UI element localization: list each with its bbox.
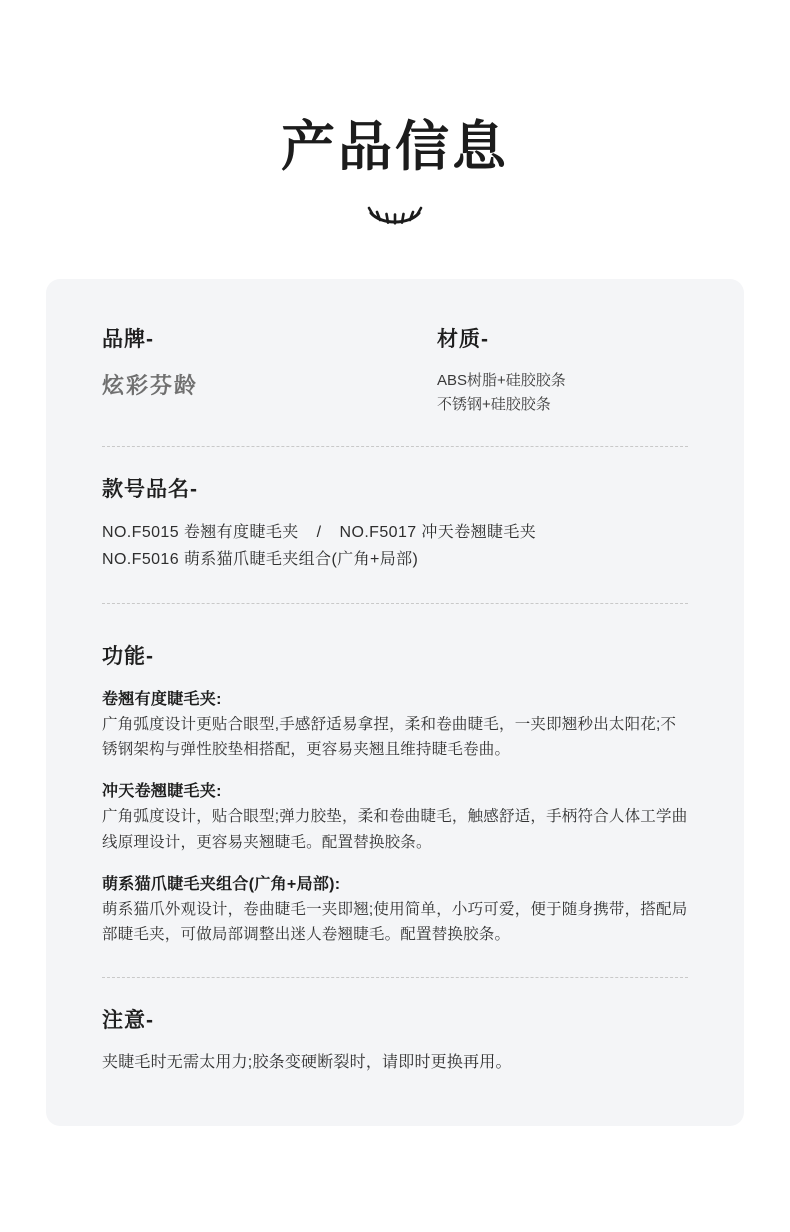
feature-item bbox=[102, 778, 688, 854]
notice-field bbox=[102, 1004, 688, 1076]
brand-field bbox=[102, 323, 437, 400]
feature-name: 卷翘有度睫毛夹: bbox=[102, 691, 222, 709]
feature-description: 广角弧度设计，贴合眼型;弹力胶垫，柔和卷曲睫毛，触感舒适，手柄符合人体工学曲线原理设计，更容易夹翘睫毛。配置替换胶条。 bbox=[102, 808, 688, 851]
page-header bbox=[0, 0, 790, 233]
material-label: 材质- bbox=[437, 328, 489, 352]
notice-text: 夹睫毛时无需太用力;胶条变硬断裂时，请即时更换再用。 bbox=[102, 1053, 512, 1071]
feature-item bbox=[102, 871, 688, 947]
function-label: 功能- bbox=[102, 645, 154, 669]
model-f5017: NO.F5017 冲天卷翘睫毛夹 bbox=[339, 523, 537, 541]
notice-label: 注意- bbox=[102, 1008, 154, 1032]
spacer bbox=[102, 630, 688, 640]
models-line-2: NO.F5016 萌系猫爪睫毛夹组合(广角+局部) bbox=[102, 551, 419, 569]
feature-name: 冲天卷翘睫毛夹: bbox=[102, 783, 222, 801]
models-line-1 bbox=[102, 519, 688, 546]
material-line-1: ABS树脂+硅胶胶条 bbox=[437, 372, 566, 390]
brand-label: 品牌- bbox=[102, 328, 154, 352]
feature-description: 萌系猫爪外观设计，卷曲睫毛一夹即翘;使用简单，小巧可爱，便于随身携带，搭配局部睫毛夹，可做局部调整出迷人卷翘睫毛。配置替换胶条。 bbox=[102, 900, 688, 943]
models-field bbox=[102, 473, 688, 573]
divider-2 bbox=[102, 603, 688, 604]
material-line-2: 不锈钢+硅胶胶条 bbox=[437, 395, 551, 413]
page-title: 产品信息 bbox=[281, 117, 509, 177]
brand-value: 炫彩芬龄 bbox=[102, 373, 199, 399]
material-field bbox=[437, 323, 688, 416]
divider-3 bbox=[102, 977, 688, 978]
models-label: 款号品名- bbox=[102, 477, 198, 501]
feature-name: 萌系猫爪睫毛夹组合(广角+局部): bbox=[102, 875, 341, 893]
feature-description: 广角弧度设计更贴合眼型,手感舒适易拿捏，柔和卷曲睫毛，一夹即翘秒出太阳花;不锈钢架构与弹性胶垫相搭配，更容易夹翘且维持睫毛卷曲。 bbox=[102, 716, 677, 759]
divider-1 bbox=[102, 446, 688, 447]
eyelash-icon bbox=[0, 203, 790, 233]
brand-material-row bbox=[102, 323, 688, 416]
model-f5015: NO.F5015 卷翘有度睫毛夹 bbox=[102, 523, 299, 541]
model-separator: / bbox=[316, 523, 322, 541]
function-field bbox=[102, 640, 688, 947]
feature-item bbox=[102, 686, 688, 762]
product-info-card bbox=[46, 279, 744, 1125]
